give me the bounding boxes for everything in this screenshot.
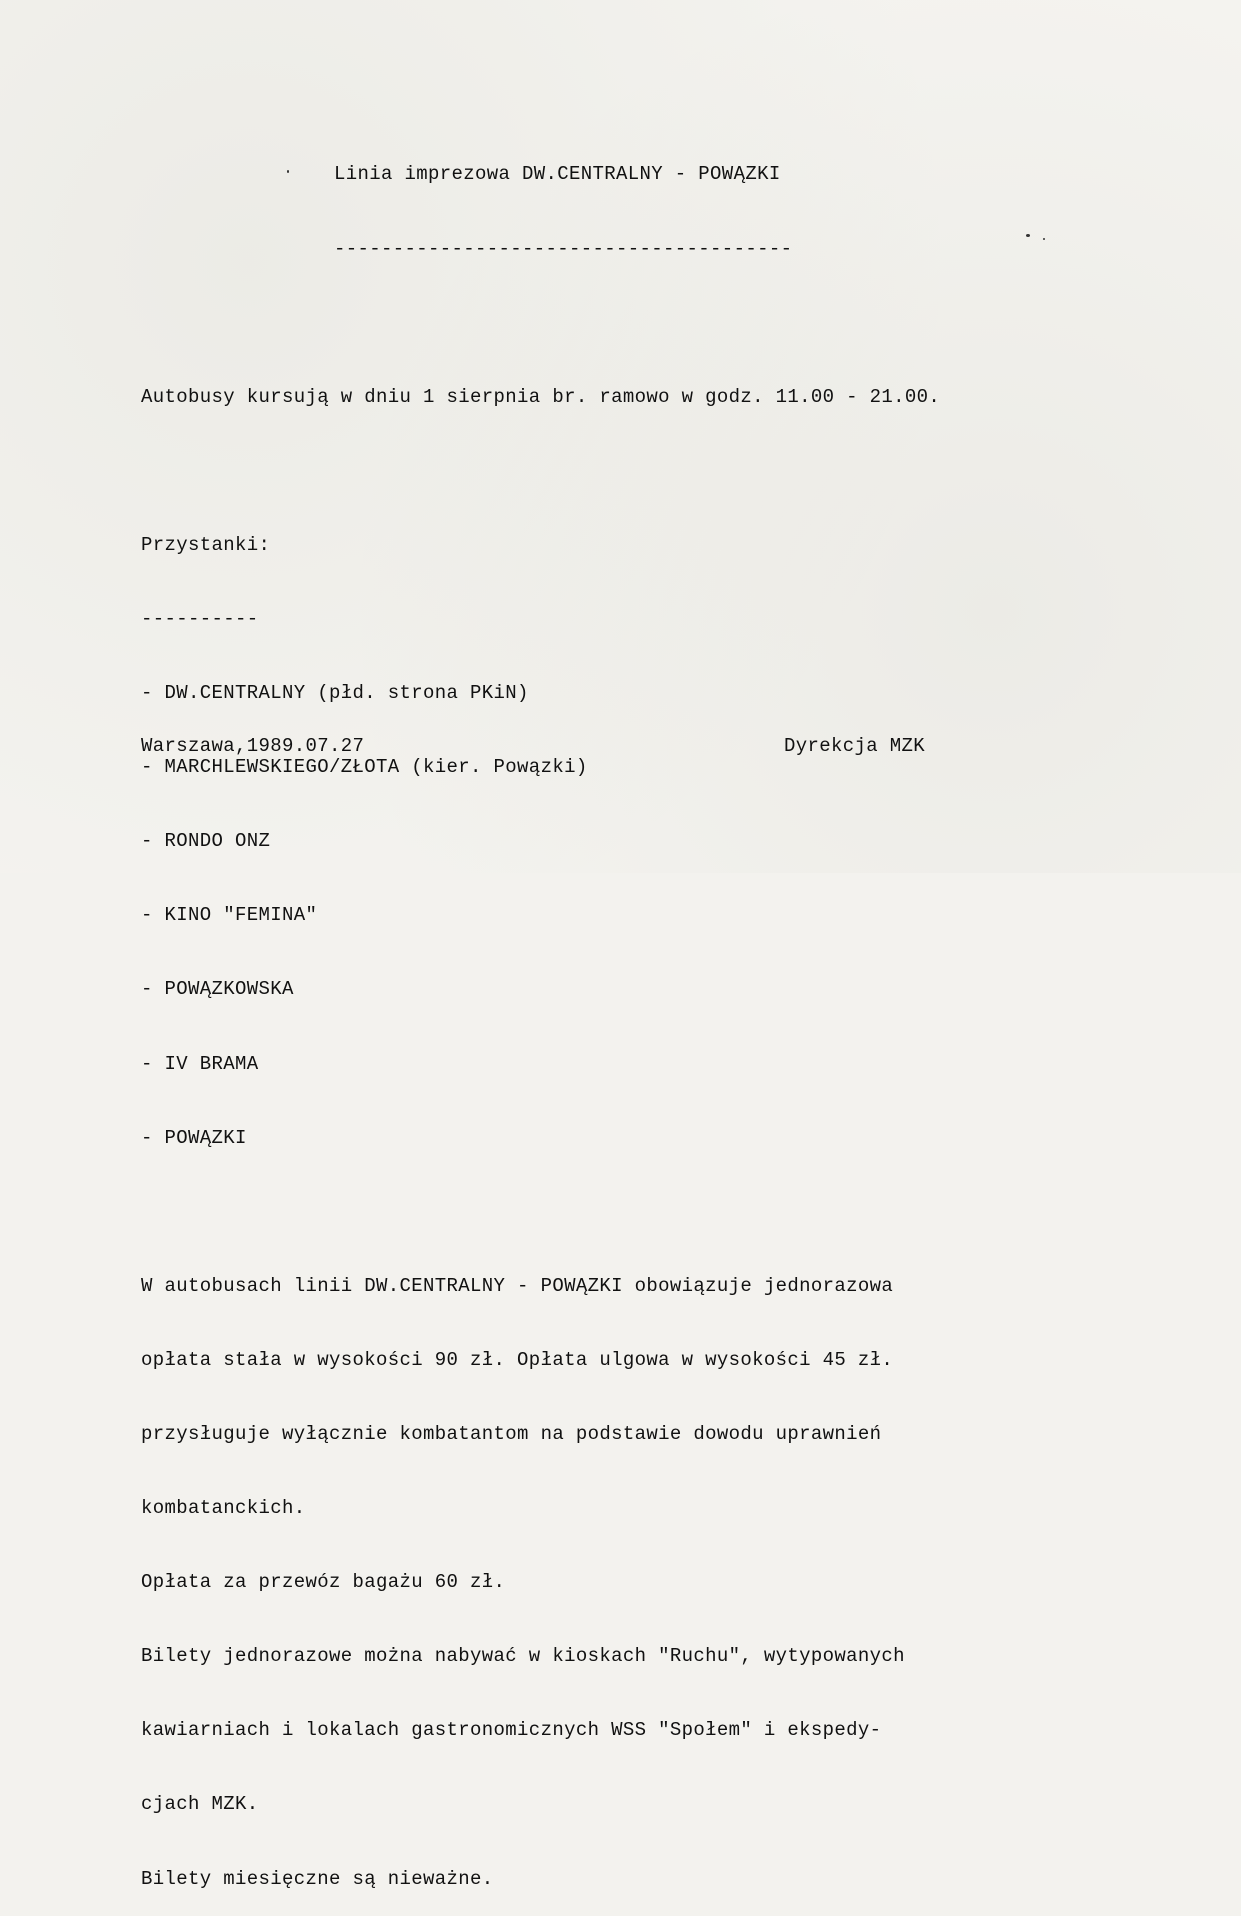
stops-heading: Przystanki: (141, 533, 271, 556)
schedule-text: Autobusy kursują w dniu 1 sierpnia br. ramowo w godz. 11.00 - 21.00. (141, 385, 941, 408)
footer-row (141, 735, 1141, 801)
info-line: cjach MZK. (141, 1793, 259, 1816)
document-title: Linia imprezowa DW.CENTRALNY - POWĄZKI (334, 163, 781, 186)
stop-item: - KINO "FEMINA" (141, 904, 318, 927)
title-underline: --------------------------------------- (334, 237, 793, 260)
stop-item: - IV BRAMA (141, 1052, 259, 1075)
info-line: Bilety jednorazowe można nabywać w kioskach "Ruchu", wytypowanych (141, 1645, 905, 1668)
info-line: kawiarniach i lokalach gastronomicznych WSS "Społem" i ekspedy- (141, 1719, 882, 1742)
stop-item: - DW.CENTRALNY (płd. strona PKiN) (141, 682, 529, 705)
info-line: przysługuje wyłącznie kombatantom na podstawie dowodu uprawnień (141, 1423, 882, 1445)
ink-speck (1043, 238, 1045, 240)
info-line: Opłata za przewóz bagażu 60 zł. (141, 1571, 506, 1594)
info-line: Bilety miesięczne są nieważne. (141, 1867, 494, 1890)
signature: Dyrekcja MZK (784, 735, 926, 757)
place-date: Warszawa,1989.07.27 (141, 735, 365, 757)
info-line: opłata stała w wysokości 90 zł. Opłata ulgowa w wysokości 45 zł. (141, 1348, 894, 1371)
info-line: kombatanckich. (141, 1497, 306, 1520)
stop-item: - POWĄZKOWSKA (141, 978, 294, 1001)
ink-speck (287, 170, 289, 173)
stop-item: - POWĄZKI (141, 1126, 247, 1149)
info-line: W autobusach linii DW.CENTRALNY - POWĄZKI obowiązuje jednorazowa (141, 1274, 894, 1297)
document-body (141, 113, 1221, 1916)
stop-item: - MARCHLEWSKIEGO/ZŁOTA (kier. Powązki) (141, 756, 588, 779)
ink-speck (1026, 234, 1030, 237)
stops-underline: ---------- (141, 607, 259, 630)
stop-item: - RONDO ONZ (141, 830, 271, 853)
